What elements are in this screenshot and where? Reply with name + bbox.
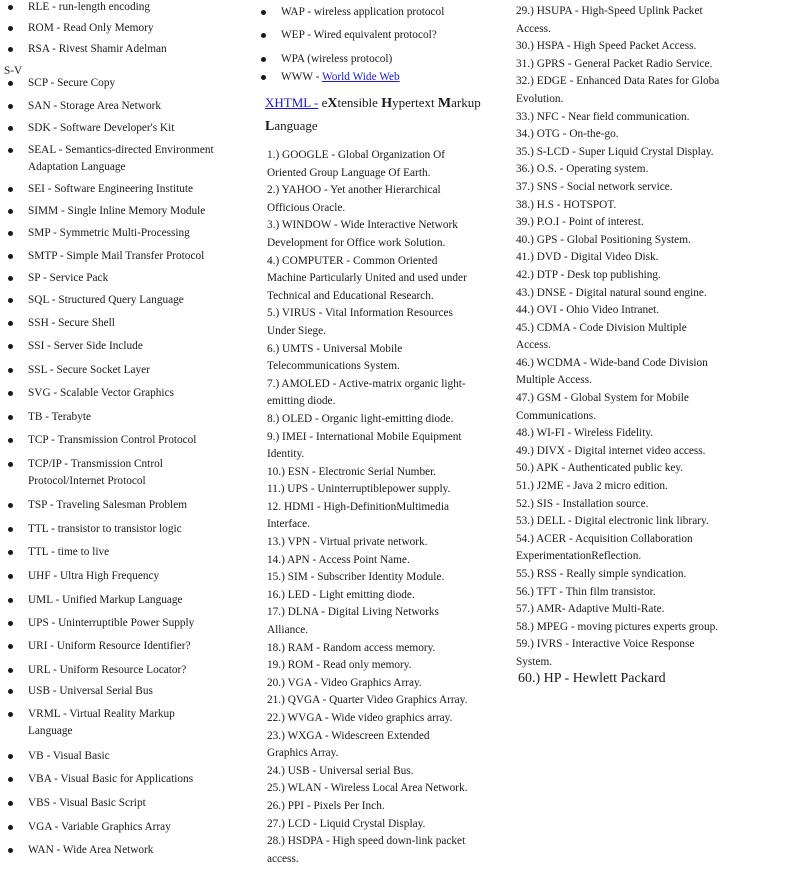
list-entry-line: access. <box>267 852 299 865</box>
list-entry-line: 54.) ACER - Acquisition Collaboration <box>516 532 693 545</box>
list-entry-line: 13.) VPN - Virtual private network. <box>267 536 428 549</box>
list-entry-line: 48.) WI-FI - Wireless Fidelity. <box>516 427 654 440</box>
list-item <box>0 749 110 764</box>
list-entry-line: Access. <box>516 22 551 35</box>
list-entry-line: 16.) LED - Light emitting diode. <box>267 588 415 601</box>
list-item: RSA - Rivest Shamir Adelman <box>0 42 167 57</box>
list-item-line: SMP - Symmetric Multi-Processing <box>28 227 190 239</box>
list-entry-line: 40.) GPS - Global Positioning System. <box>516 233 691 246</box>
world-wide-web-link[interactable]: World Wide Web <box>322 71 400 83</box>
list-item-line: VGA - Variable Graphics Array <box>28 821 171 833</box>
list-entry-line: 29.) HSUPA - High-Speed Uplink Packet <box>516 5 703 17</box>
list-item <box>0 271 108 286</box>
list-entry-line: 18.) RAM - Random access memory. <box>267 641 436 654</box>
section-label: S-V <box>4 65 23 77</box>
list-entry-line: Officious Oracle. <box>267 201 346 214</box>
list-item: ROM - Read Only Memory <box>0 21 154 36</box>
list-entry-line: 4.) COMPUTER - Common Oriented <box>267 254 438 267</box>
list-entry-line: 47.) GSM - Global System for Mobile <box>516 392 689 405</box>
list-item: WPA (wireless protocol) <box>253 52 392 67</box>
list-entry-line: 28.) HSDPA - High speed down-link packet <box>267 835 466 848</box>
list-entry-line: Multiple Access. <box>516 374 592 387</box>
list-entry-line: Communications. <box>516 409 597 422</box>
list-item-line: TCP - Transmission Control Protocol <box>28 434 197 446</box>
list-entry-line: Under Siege. <box>267 324 326 337</box>
list-item-line: URI - Uniform Resource Identifier? <box>28 640 191 652</box>
list-item-line: TTL - transistor to transistor logic <box>28 523 182 535</box>
list-item-line: TSP - Traveling Salesman Problem <box>28 499 187 511</box>
list-entry-line: 44.) OVI - Ohio Video Intranet. <box>516 304 660 317</box>
list-entry-line: 53.) DELL - Digital electronic link library. <box>516 515 709 528</box>
list-entry-line: 32.) EDGE - Enhanced Data Rates for Globa <box>516 75 720 88</box>
heading-text: anguage <box>274 118 318 133</box>
list-item <box>0 226 190 241</box>
heading-text: e <box>318 95 328 110</box>
list-item <box>0 663 186 678</box>
list-item-line: UML - Unified Markup Language <box>28 594 183 606</box>
heading-text: arkup <box>451 95 481 110</box>
heading-text: tensible <box>337 95 382 110</box>
list-entry-line: 6.) UMTS - Universal Mobile <box>267 342 403 355</box>
list-entry-line: 14.) APN - Access Point Name. <box>267 553 410 566</box>
xhtml-heading <box>265 92 505 138</box>
list-item-line: SEI - Software Engineering Institute <box>28 183 194 195</box>
list-entry-line: 42.) DTP - Desk top publishing. <box>516 268 661 281</box>
list-item <box>0 76 115 91</box>
list-item-line: SSI - Server Side Include <box>28 340 143 352</box>
list-item-line: TTL - time to live <box>28 546 110 558</box>
list-item <box>0 843 153 858</box>
list-item-line: UHF - Ultra High Frequency <box>28 570 160 582</box>
list-entry-line: ExperimentationReflection. <box>516 550 642 563</box>
list-item <box>0 569 159 584</box>
heading-letter: L <box>265 119 275 134</box>
list-entry-line: Alliance. <box>267 624 309 637</box>
list-entry-line: 3.) WINDOW - Wide Interactive Network <box>267 219 458 232</box>
list-item <box>0 684 153 699</box>
list-entry-line: 52.) SIS - Installation source. <box>516 497 649 510</box>
list-entry-line: Evolution. <box>516 92 564 105</box>
numbered-list <box>516 3 793 672</box>
list-entry-line: 37.) SNS - Social network service. <box>516 180 673 193</box>
list-entry-line: 45.) CDMA - Code Division Multiple <box>516 321 687 334</box>
list-item-line: VBS - Visual Basic Script <box>28 797 146 809</box>
list-item <box>0 316 115 331</box>
list-item <box>0 772 193 787</box>
list-entry-line: 41.) DVD - Digital Video Disk. <box>516 251 659 264</box>
list-entry-last: 60.) HP - Hewlett Packard <box>518 671 666 686</box>
list-item-line: TB - Terabyte <box>28 411 91 423</box>
list-entry-line: Interface. <box>267 518 310 531</box>
list-entry-line: 24.) USB - Universal serial Bus. <box>267 764 414 777</box>
list-item <box>0 593 183 608</box>
list-entry-line: Graphics Array. <box>267 747 339 760</box>
list-entry-line: 58.) MPEG - moving pictures experts group. <box>516 620 719 633</box>
list-entry-line: 55.) RSS - Really simple syndication. <box>516 568 687 580</box>
heading-text: ypertext <box>392 95 438 110</box>
list-item-line: URL - Uniform Resource Locator? <box>28 664 187 676</box>
list-entry-line: 2.) YAHOO - Yet another Hierarchical <box>267 184 441 197</box>
list-entry-line: Access. <box>516 339 551 352</box>
list-entry-line: 56.) TFT - Thin film transistor. <box>516 585 656 598</box>
list-item <box>0 616 194 631</box>
list-entry-line: Telecommunications System. <box>267 360 400 373</box>
list-item <box>0 410 91 425</box>
list-entry-line: 8.) OLED - Organic light-emitting diode. <box>267 412 454 425</box>
list-item-line: SP - Service Pack <box>28 272 109 284</box>
list-item-line: SQL - Structured Query Language <box>28 294 184 306</box>
list-item: RLE - run-length encoding <box>0 0 150 15</box>
list-entry-line: 20.) VGA - Video Graphics Array. <box>267 676 422 689</box>
list-item <box>253 70 400 85</box>
list-item-line: VBA - Visual Basic for Applications <box>28 773 194 785</box>
list-entry-line: 26.) PPI - Pixels Per Inch. <box>267 799 385 812</box>
list-item-line: Adaptation Language <box>28 161 126 173</box>
list-entry-line: 59.) IVRS - Interactive Voice Response <box>516 638 695 651</box>
list-entry-line: 23.) WXGA - Widescreen Extended <box>267 729 430 742</box>
list-entry-line: 46.) WCDMA - Wide-band Code Division <box>516 356 708 369</box>
list-item-line: Language <box>28 725 73 737</box>
list-item-line: SSH - Secure Shell <box>28 317 115 329</box>
list-entry-line: 25.) WLAN - Wireless Local Area Network. <box>267 782 468 795</box>
list-entry-line: 57.) AMR- Adaptive Multi-Rate. <box>516 603 665 616</box>
list-item: WAP - wireless application protocol <box>253 5 444 20</box>
heading-letter: H <box>381 96 393 111</box>
list-entry-line: 38.) H.S - HOTSPOT. <box>516 198 617 211</box>
list-entry-line: 30.) HSPA - High Speed Packet Access. <box>516 40 697 53</box>
list-entry-line: 5.) VIRUS - Vital Information Resources <box>267 307 453 320</box>
heading-letter: X <box>327 96 338 111</box>
list-entry-line: 7.) AMOLED - Active-matrix organic light- <box>267 377 466 390</box>
list-item-line: SMTP - Simple Mail Transfer Protocol <box>28 250 205 262</box>
list-item <box>0 796 146 811</box>
list-item-line: SIMM - Single Inline Memory Module <box>28 205 206 217</box>
list-item-line: SDK - Software Developer's Kit <box>28 122 175 134</box>
list-item-line: SAN - Storage Area Network <box>28 100 162 112</box>
xhtml-dash[interactable]: - <box>314 95 319 110</box>
list-entry-line: 39.) P.O.I - Point of interest. <box>516 216 644 229</box>
list-entry-line: 15.) SIM - Subscriber Identity Module. <box>267 571 445 584</box>
list-entry-line: Development for Office work Solution. <box>267 236 446 249</box>
heading-letter: M <box>437 96 452 111</box>
list-item <box>0 363 150 378</box>
list-item <box>0 820 171 835</box>
list-item <box>0 249 204 264</box>
list-item <box>0 182 193 197</box>
list-entry-line: 43.) DNSE - Digital natural sound engine. <box>516 286 707 299</box>
list-entry-line: 33.) NFC - Near field communication. <box>516 110 690 123</box>
list-entry-line: 21.) QVGA - Quarter Video Graphics Array. <box>267 694 468 707</box>
list-item <box>0 707 175 739</box>
list-item <box>0 339 143 354</box>
list-entry-line: 27.) LCD - Liquid Crystal Display. <box>267 817 426 830</box>
list-item <box>0 99 161 114</box>
list-item-line: WAN - Wide Area Network <box>28 844 154 856</box>
list-item <box>0 498 187 513</box>
list-item <box>0 386 174 401</box>
list-item <box>0 545 109 560</box>
list-item <box>0 121 174 136</box>
list-item <box>0 204 205 219</box>
list-entry-line: 1.) GOOGLE - Global Organization Of <box>267 149 445 161</box>
list-entry-line: 19.) ROM - Read only memory. <box>267 659 412 672</box>
list-entry-line: 35.) S-LCD - Super Liquid Crystal Display. <box>516 145 714 158</box>
list-entry-line: 50.) APK - Authenticated public key. <box>516 462 684 475</box>
list-item <box>0 433 196 448</box>
list-item <box>0 143 214 175</box>
list-item <box>0 522 182 537</box>
list-entry-line: Machine Particularly United and used under <box>267 272 467 285</box>
list-entry-line: 51.) J2ME - Java 2 micro edition. <box>516 480 668 493</box>
list-item-line: Protocol/Internet Protocol <box>28 475 146 487</box>
list-item-line: UPS - Uninterruptible Power Supply <box>28 617 195 629</box>
list-entry-line: emitting diode. <box>267 395 336 408</box>
list-item-line: VB - Visual Basic <box>28 750 110 762</box>
list-entry-line: 49.) DIVX - Digital internet video access. <box>516 444 706 457</box>
list-item <box>0 457 163 489</box>
list-item-line: SSL - Secure Socket Layer <box>28 364 150 376</box>
www-prefix: WWW - <box>281 71 322 83</box>
list-item-line: SEAL - Semantics-directed Environment <box>28 144 214 156</box>
list-entry-line: 31.) GPRS - General Packet Radio Service. <box>516 57 713 70</box>
list-entry-line: 11.) UPS - Uninterruptiblepower supply. <box>267 483 451 496</box>
list-entry-line: 10.) ESN - Electronic Serial Number. <box>267 465 437 478</box>
list-entry-line: 9.) IMEI - International Mobile Equipment <box>267 430 462 443</box>
list-entry-line: Identity. <box>267 448 305 461</box>
list-item <box>0 639 191 654</box>
list-item: WEP - Wired equivalent protocol? <box>253 28 437 43</box>
list-entry-line: 22.) WVGA - Wide video graphics array. <box>267 712 453 724</box>
list-entry-line: System. <box>516 655 553 668</box>
list-item-line: TCP/IP - Transmission Cntrol <box>28 458 163 470</box>
list-entry-line: 34.) OTG - On-the-go. <box>516 128 619 141</box>
list-item-line: SCP - Secure Copy <box>28 77 116 89</box>
list-entry-line: 36.) O.S. - Operating system. <box>516 163 649 176</box>
numbered-list <box>267 147 503 868</box>
xhtml-link[interactable]: XHTML <box>265 95 314 110</box>
list-entry-line: Oriented Group Language Of Earth. <box>267 166 431 179</box>
list-item <box>0 293 184 308</box>
list-entry-line: 17.) DLNA - Digital Living Networks <box>267 606 439 619</box>
list-item-line: VRML - Virtual Reality Markup <box>28 708 175 720</box>
list-item-line: SVG - Scalable Vector Graphics <box>28 387 174 399</box>
list-entry-line: 12. HDMI - High-DefinitionMultimedia <box>267 500 449 513</box>
list-entry-line: Technical and Educational Research. <box>267 289 434 302</box>
list-item-line: USB - Universal Serial Bus <box>28 685 153 697</box>
